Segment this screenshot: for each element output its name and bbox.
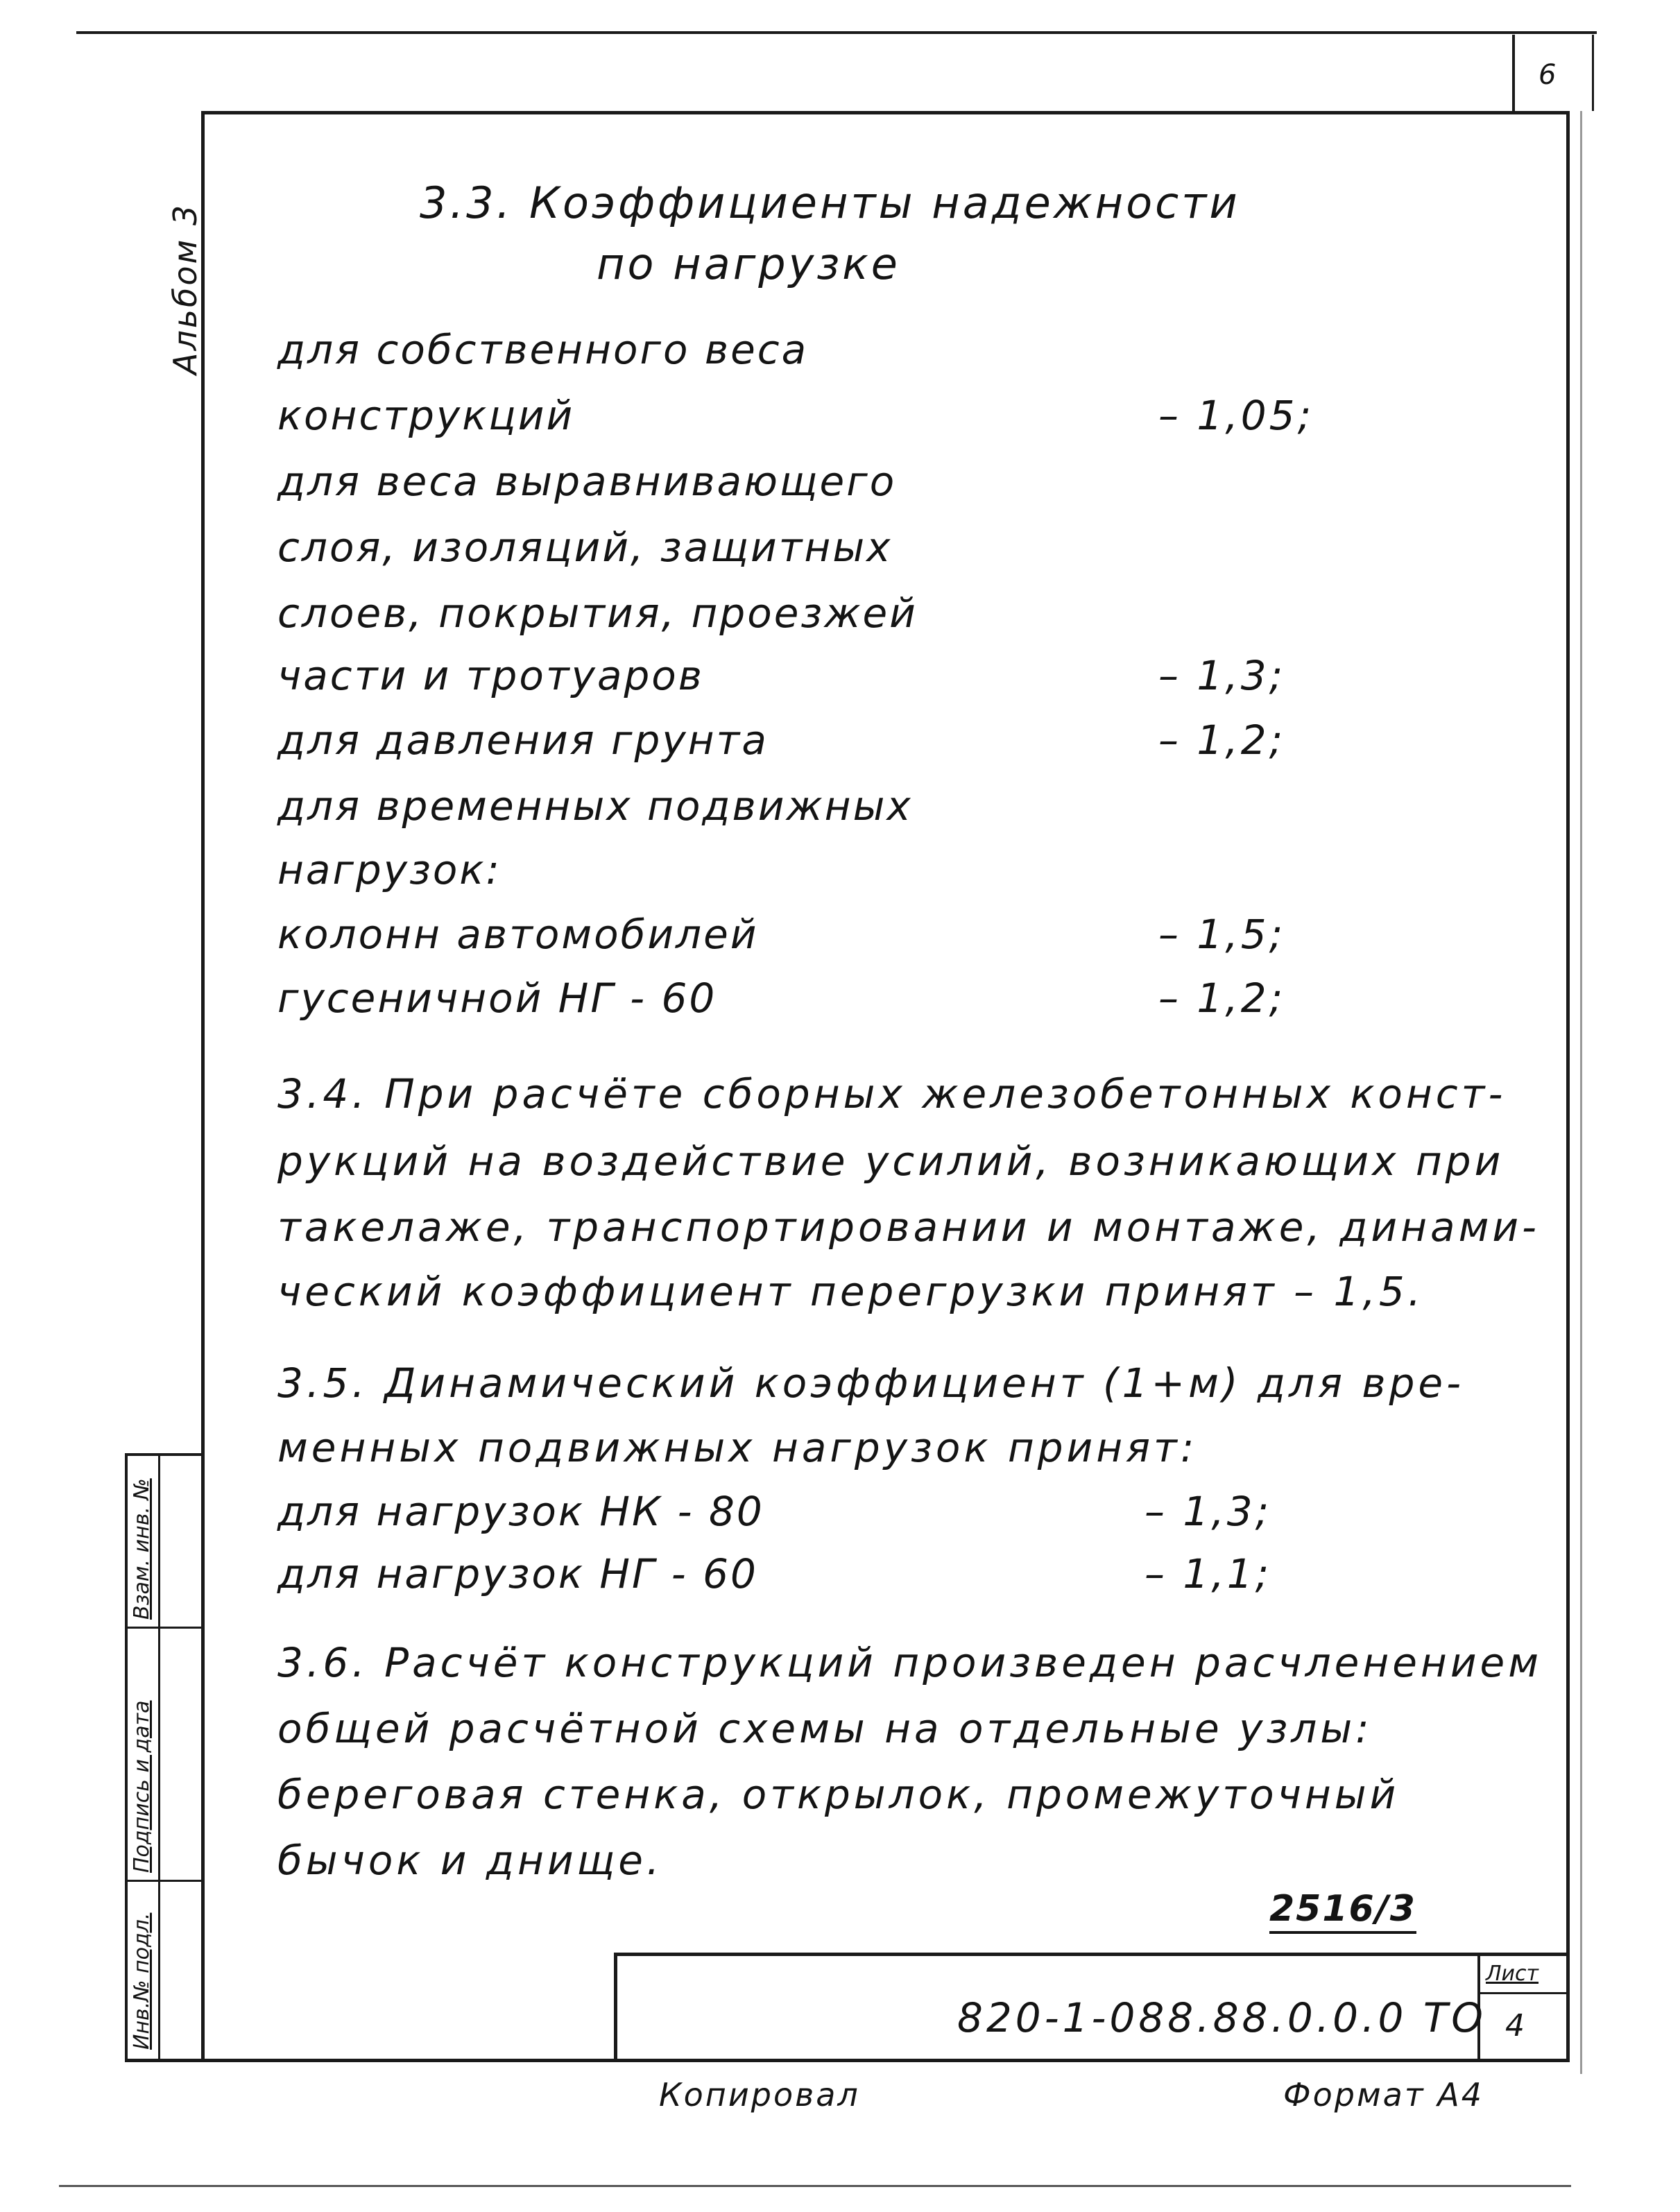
side-stamp-vzam: Взам. инв. №	[130, 1478, 154, 1620]
para-3-4-line1: 3.4. При расчёте сборных железобетонных конст-	[277, 1070, 1507, 1117]
coef-layer-4: части и тротуаров	[277, 652, 704, 699]
sheet-box-left	[1512, 35, 1515, 111]
side-stamp-row2	[125, 1880, 203, 1882]
album-label: Альбом 3	[166, 203, 204, 375]
coef-own-weight-2: конструкций	[277, 392, 575, 439]
stamp-top	[614, 1953, 1569, 1956]
coef-soil-value: – 1,2;	[1158, 717, 1286, 764]
dynamic-ng60-value: – 1,1;	[1145, 1550, 1272, 1597]
inventory-number: 2516/3	[1269, 1888, 1416, 1934]
side-stamp-top	[125, 1453, 203, 1456]
frame-top	[201, 111, 1569, 114]
section-title-2: по нагрузке	[597, 239, 900, 289]
bottom-page-line	[59, 2185, 1571, 2187]
frame-left	[201, 111, 205, 2060]
top-border-line	[76, 31, 1597, 34]
para-3-6-line4: бычок и днище.	[277, 1837, 663, 1884]
stamp-doc-code: 820-1-088.88.0.0.0 ТО	[957, 1994, 1486, 2041]
para-3-6-line1: 3.6. Расчёт конструкций произведен расчленением	[277, 1639, 1542, 1686]
coef-soil: для давления грунта	[277, 717, 769, 764]
sheet-number: 6	[1538, 59, 1557, 91]
dynamic-ng60: для нагрузок НГ - 60	[277, 1550, 758, 1597]
side-stamp-inv: Инв.№ подл.	[130, 1912, 154, 2050]
para-3-5-line2: менных подвижных нагрузок принят:	[277, 1424, 1198, 1471]
coef-layer-1: для веса выравнивающего	[277, 458, 897, 505]
para-3-4-line4: ческий коэффициент перегрузки принят – 1,5.	[277, 1268, 1425, 1315]
side-stamp-podpis: Подпись и дата	[130, 1700, 154, 1873]
frame-bottom	[125, 2059, 1570, 2062]
para-3-4-line2: рукций на воздействие усилий, возникающих при	[277, 1138, 1505, 1185]
para-3-4-line3: такелаже, транспортировании и монтаже, динами-	[277, 1203, 1540, 1251]
coef-tracked-value: – 1,2;	[1158, 975, 1286, 1022]
coef-cars-value: – 1,5;	[1158, 911, 1286, 958]
stamp-sheet-value: 4	[1505, 2008, 1525, 2043]
coef-moving-2: нагрузок:	[277, 846, 502, 893]
stamp-left	[614, 1953, 617, 2060]
coef-moving-1: для временных подвижных	[277, 782, 913, 830]
coef-own-weight-1: для собственного веса	[277, 326, 809, 373]
dynamic-nk80-value: – 1,3;	[1145, 1488, 1272, 1535]
para-3-6-line3: береговая стенка, открылок, промежуточный	[277, 1771, 1400, 1818]
coef-layer-3: слоев, покрытия, проезжей	[277, 590, 918, 637]
side-stamp-left	[125, 1453, 128, 2062]
coef-layer-2: слоя, изоляций, защитных	[277, 524, 893, 571]
side-stamp-row1	[125, 1627, 203, 1629]
dynamic-nk80: для нагрузок НК - 80	[277, 1488, 764, 1535]
coef-layer-value: – 1,3;	[1158, 652, 1286, 699]
frame-right	[1566, 111, 1570, 2060]
coef-cars: колонн автомобилей	[277, 911, 759, 958]
sheet-box-right	[1592, 35, 1594, 111]
section-title-1: 3.3. Коэффициенты надежности	[420, 178, 1240, 228]
para-3-6-line2: общей расчётной схемы на отдельные узлы:	[277, 1705, 1373, 1752]
stamp-sheet-label: Лист	[1486, 1962, 1539, 1986]
coef-tracked: гусеничной НГ - 60	[277, 975, 717, 1022]
footer-copied: Копировал	[659, 2076, 860, 2114]
side-stamp-divider	[158, 1453, 160, 2062]
frame-right-shadow	[1580, 111, 1582, 2074]
footer-format: Формат А4	[1283, 2076, 1484, 2114]
para-3-5-line1: 3.5. Динамический коэффициент (1+м) для вре-	[277, 1360, 1465, 1407]
coef-own-weight-value: – 1,05;	[1158, 392, 1314, 439]
stamp-sheet-row	[1477, 1992, 1569, 1994]
